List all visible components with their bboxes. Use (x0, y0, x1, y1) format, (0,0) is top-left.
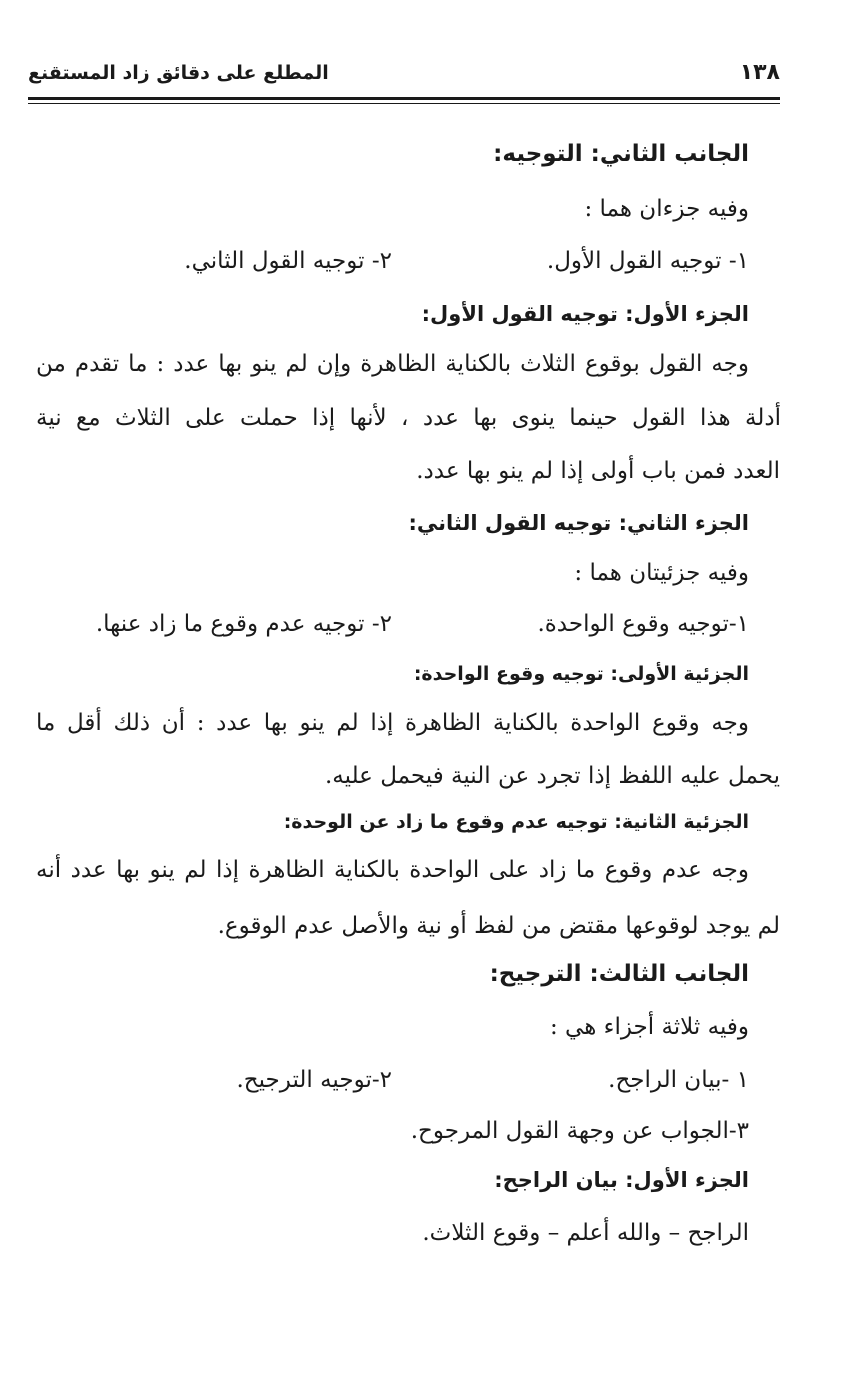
subsection-heading-sub-2: الجزئية الثانية: توجيه عدم وقوع ما زاد عن الوحدة: (283, 811, 749, 833)
list-item: ١-توجيه وقوع الواحدة. (537, 611, 749, 637)
paragraph-line: الراجح – والله أعلم – وقوع الثلاث. (422, 1220, 749, 1246)
paragraph-line: العدد فمن باب أولى إذا لم ينو بها عدد. (416, 458, 780, 484)
list-item: ٢- توجيه القول الثاني. (184, 248, 392, 274)
section-heading-aspect-3: الجانب الثالث: الترجيح: (489, 961, 749, 987)
paragraph-line: وفيه جزءان هما : (584, 196, 749, 222)
subsection-heading-sub-1: الجزئية الأولى: توجيه وقوع الواحدة: (413, 663, 749, 685)
list-row (0, 608, 867, 642)
paragraph-line: لم يوجد لوقوعها مقتض من لفظ أو نية والأصل عدم الوقوع. (217, 913, 780, 939)
paragraph-line: يحمل عليه اللفظ إذا تجرد عن النية فيحمل عليه. (324, 763, 780, 789)
section-heading-aspect-2: الجانب الثاني: التوجيه: (493, 141, 749, 167)
paragraph-line: وجه وقوع الواحدة بالكناية الظاهرة إذا لم ينو بها عدد : أن ذلك أقل ما (36, 710, 749, 736)
subsection-heading-part-1b: الجزء الأول: بيان الراجح: (494, 1168, 749, 1192)
list-row (0, 1064, 867, 1098)
running-title: المطلع على دقائق زاد المستقنع (28, 62, 329, 84)
paragraph-line: وجه القول بوقوع الثلاث بالكناية الظاهرة وإن لم ينو بها عدد : ما تقدم من (36, 351, 749, 377)
page-number: ١٣٨ (739, 60, 780, 85)
paragraph-line: وجه عدم وقوع ما زاد على الواحدة بالكناية الظاهرة إذا لم ينو بها عدد أنه (36, 857, 749, 883)
subsection-heading-part-1: الجزء الأول: توجيه القول الأول: (421, 302, 749, 326)
list-item: ٢-توجيه الترجيح. (236, 1067, 392, 1093)
paragraph-line: وفيه ثلاثة أجزاء هي : (549, 1014, 749, 1040)
list-item: ١ -بيان الراجح. (608, 1067, 749, 1093)
list-item: ١- توجيه القول الأول. (546, 248, 749, 274)
subsection-heading-part-2: الجزء الثاني: توجيه القول الثاني: (408, 511, 749, 535)
list-item: ٣-الجواب عن وجهة القول المرجوح. (410, 1118, 749, 1144)
paragraph-line: وفيه جزئيتان هما : (574, 560, 749, 586)
list-item: ٢- توجيه عدم وقوع ما زاد عنها. (95, 611, 392, 637)
paragraph-line: أدلة هذا القول حينما ينوى بها عدد ، لأنها إذا حملت على الثلاث مع نية (36, 405, 781, 431)
list-row (0, 245, 867, 279)
